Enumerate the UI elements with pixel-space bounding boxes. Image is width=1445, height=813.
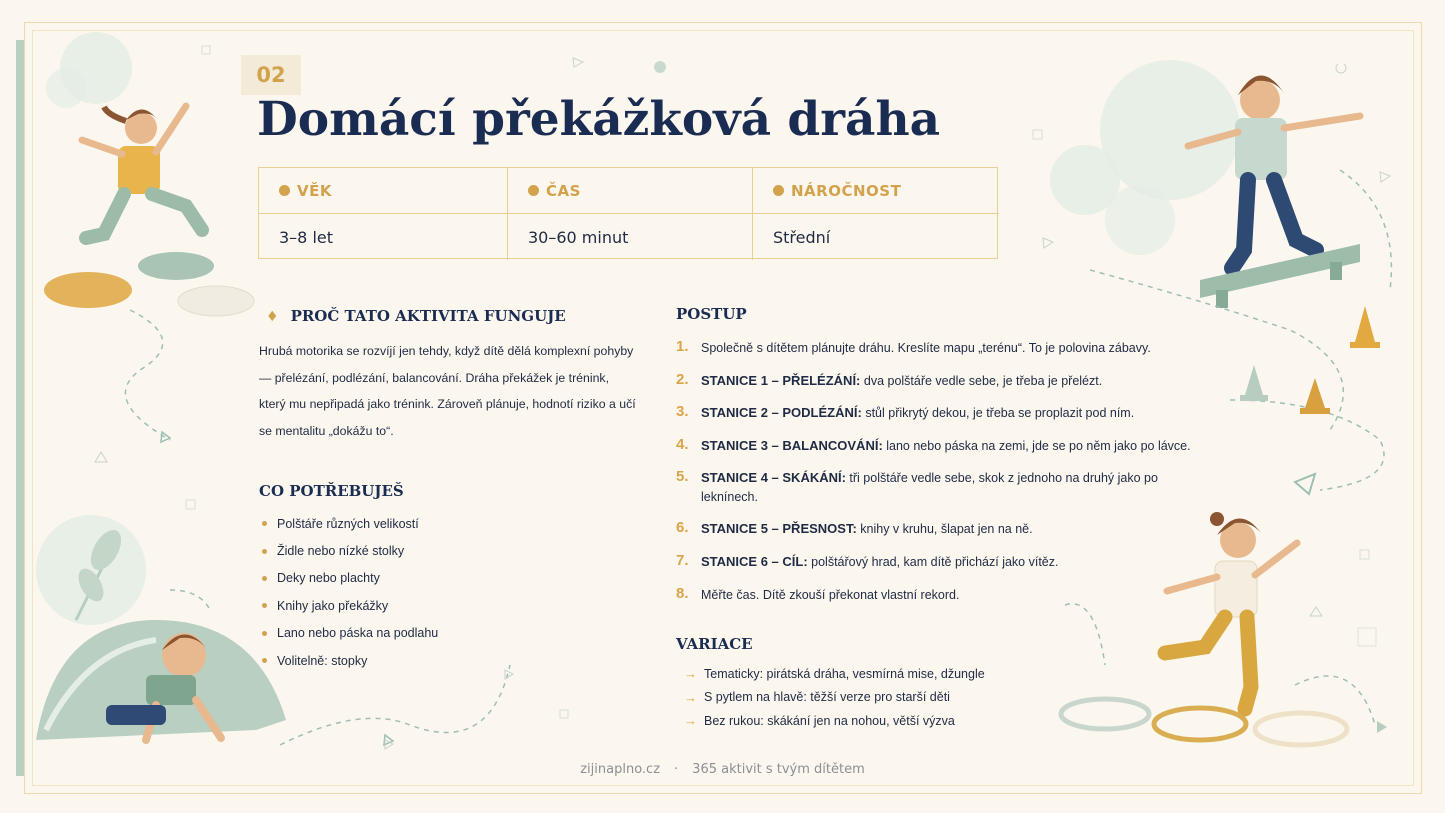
step-number: 1. <box>676 338 689 355</box>
arrow-right-icon: → <box>684 713 697 729</box>
step-number: 8. <box>676 585 689 602</box>
step-number: 6. <box>676 519 689 536</box>
info-table <box>258 167 998 259</box>
list-item-label: Polštáře různých velikostí <box>277 516 419 531</box>
bullet-dot-icon <box>528 185 539 196</box>
step-label: STANICE 2 – PODLÉZÁNÍ: <box>701 405 862 420</box>
step-text <box>701 369 1102 391</box>
step-description: dva polštáře vedle sebe, je třeba je přelézt. <box>860 373 1103 388</box>
step-label: STANICE 6 – CÍL: <box>701 554 808 569</box>
list-item <box>262 647 438 674</box>
step-text <box>701 550 1058 572</box>
info-header-label: ČAS <box>546 181 581 200</box>
arrow-right-icon: → <box>684 666 697 682</box>
step-number: 2. <box>676 370 689 388</box>
footer-tagline: 365 aktivit s tvým dítětem <box>692 762 865 777</box>
step-item <box>676 434 1196 467</box>
arrow-right-icon: → <box>684 689 697 705</box>
list-item <box>684 662 985 686</box>
needs-heading: CO POTŘEBUJEŠ <box>259 482 404 500</box>
variace-heading: VARIACE <box>676 635 753 653</box>
steps-list <box>676 336 1196 615</box>
list-item-label: Knihy jako překážky <box>277 598 389 613</box>
step-number: 7. <box>676 552 689 569</box>
step-item <box>676 583 1196 615</box>
step-description: polštářový hrad, kam dítě přichází jako vítěz. <box>807 555 1059 569</box>
list-item <box>684 686 985 710</box>
needs-list <box>262 510 438 674</box>
bullet-dot-icon <box>262 603 267 608</box>
step-number: 3. <box>676 403 689 420</box>
bullet-dot-icon <box>262 549 267 554</box>
step-description: lano nebo páska na zemi, jde se po něm jako po lávce. <box>882 438 1191 453</box>
info-value-age: 3–8 let <box>259 214 508 260</box>
list-item <box>262 565 438 592</box>
why-heading-label: PROČ TATO AKTIVITA FUNGUJE <box>290 307 566 325</box>
list-item <box>684 709 985 733</box>
step-label: STANICE 1 – PŘELÉZÁNÍ: <box>701 372 861 388</box>
footer-site: zijinaplno.cz <box>580 762 661 777</box>
list-item-label: Lano nebo páska na podlahu <box>277 626 439 641</box>
list-item-label: Bez rukou: skákání jen na nohou, větší výzva <box>704 713 955 728</box>
step-label: STANICE 5 – PŘESNOST: <box>701 521 857 536</box>
activity-number-badge: 02 <box>241 55 301 95</box>
bullet-dot-icon <box>262 521 267 526</box>
step-text <box>701 434 1191 456</box>
info-header-age <box>259 168 508 214</box>
info-header-label: VĚK <box>297 181 332 200</box>
step-item <box>676 550 1196 583</box>
diamond-icon: ♦ <box>266 309 279 325</box>
info-value-time: 30–60 minut <box>508 214 753 260</box>
step-text <box>701 583 959 605</box>
bullet-dot-icon <box>262 631 267 636</box>
bullet-dot-icon <box>262 576 267 581</box>
variace-list <box>684 662 985 733</box>
step-description: tři polštáře vedle sebe, skok z jednoho na druhý jako po leknínech. <box>701 471 1158 504</box>
steps-heading: POSTUP <box>676 305 747 323</box>
list-item-label: Tematicky: pirátská dráha, vesmírná mise, džungle <box>704 666 985 681</box>
step-label: STANICE 4 – SKÁKÁNÍ: <box>701 470 846 485</box>
step-description: Měřte čas. Dítě zkouší překonat vlastní rekord. <box>701 588 960 602</box>
list-item <box>262 620 438 647</box>
footer <box>0 762 1445 777</box>
step-description: knihy v kruhu, šlapat jen na ně. <box>856 522 1033 536</box>
list-item-label: S pytlem na hlavě: těžší verze pro starší děti <box>704 690 950 705</box>
info-value-difficulty: Střední <box>773 227 831 247</box>
why-heading <box>266 307 566 325</box>
list-item-label: Deky nebo plachty <box>277 571 380 586</box>
list-item <box>262 510 438 537</box>
step-item <box>676 517 1196 550</box>
info-header-label: NÁROČNOST <box>791 181 902 200</box>
list-item <box>262 592 438 619</box>
step-text <box>701 401 1134 423</box>
footer-separator: · <box>674 762 679 777</box>
step-label: STANICE 3 – BALANCOVÁNÍ: <box>701 437 883 453</box>
step-item <box>676 466 1196 517</box>
step-text <box>701 336 1151 358</box>
info-header-difficulty <box>753 168 999 214</box>
step-number: 5. <box>676 468 689 485</box>
bullet-dot-icon <box>262 658 267 663</box>
step-text <box>701 517 1033 539</box>
why-paragraph: Hrubá motorika se rozvíjí jen tehdy, když dítě dělá komplexní pohyby — přelézání, podlézání, balancování. Dráha překážek je trénink, který mu nepřipadá jako trénink. Zároveň plánuje, hodnotí riziko a učí se mentalitu „dokážu to“. <box>259 344 636 438</box>
page-title: Domácí překážková dráha <box>257 92 941 147</box>
bullet-dot-icon <box>773 185 784 196</box>
step-text <box>701 466 1171 507</box>
info-header-time <box>508 168 753 214</box>
step-item <box>676 369 1196 402</box>
step-number: 4. <box>676 435 689 453</box>
list-item <box>262 537 438 564</box>
step-item <box>676 401 1196 434</box>
list-item-label: Volitelně: stopky <box>277 653 368 668</box>
step-description: Společně s dítětem plánujte dráhu. Kreslíte mapu „terénu“. To je polovina zábavy. <box>701 341 1151 355</box>
list-item-label: Židle nebo nízké stolky <box>277 544 405 559</box>
step-description: stůl přikrytý dekou, je třeba se proplazit pod ním. <box>861 406 1135 420</box>
step-item <box>676 336 1196 369</box>
bullet-dot-icon <box>279 185 290 196</box>
